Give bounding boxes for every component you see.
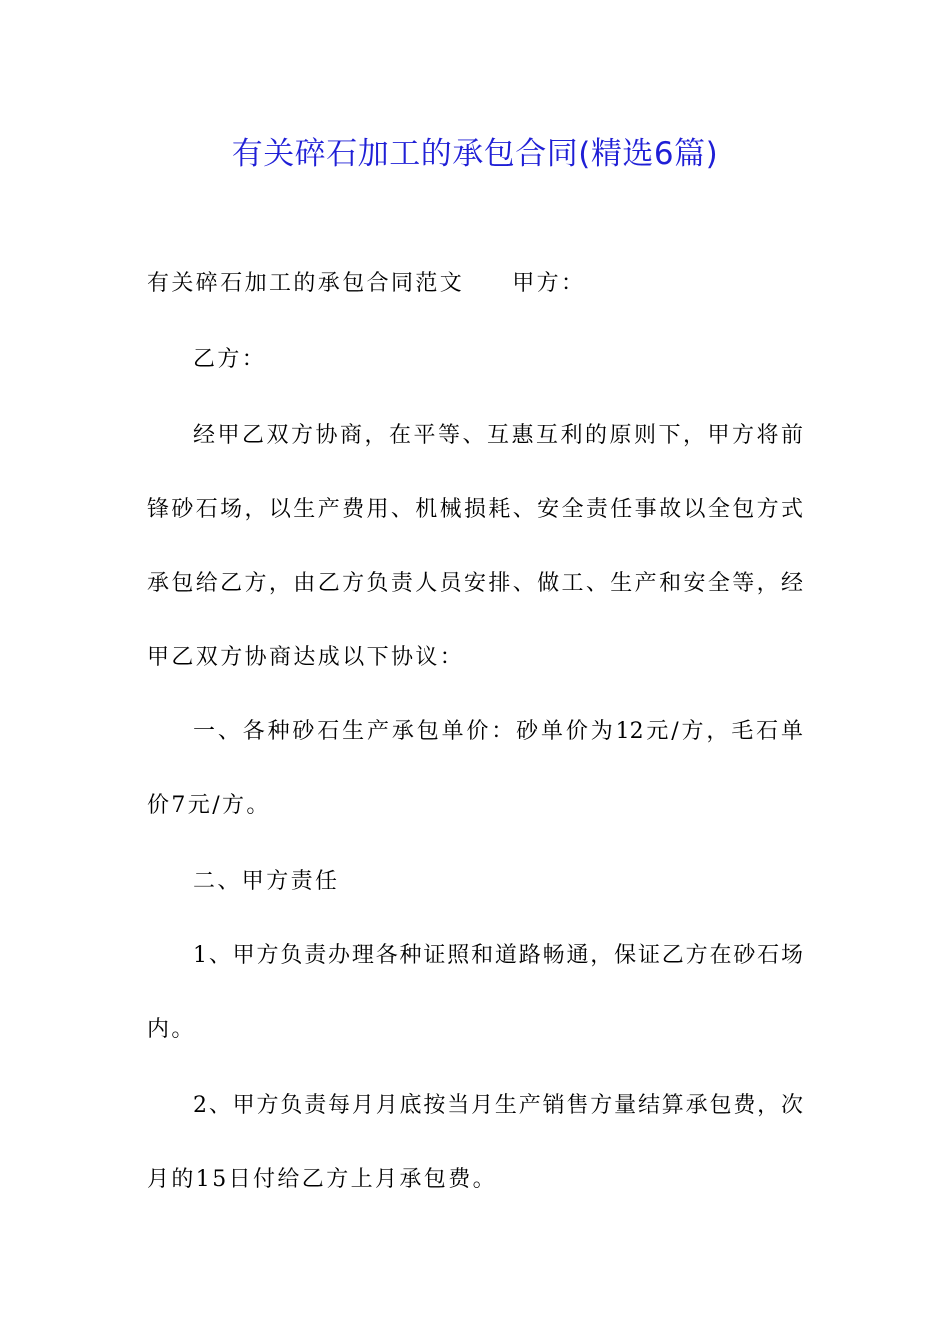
document-title: 有关碎石加工的承包合同(精选6篇)	[231, 136, 719, 172]
paragraph-line: 2、甲方负责每月月底按当月生产销售方量结算承包费，次	[193, 1093, 803, 1118]
paragraph-line: 锋砂石场，以生产费用、机械损耗、安全责任事故以全包方式	[147, 497, 803, 522]
paragraph-line: 经甲乙双方协商，在平等、互惠互利的原则下，甲方将前	[193, 423, 803, 448]
paragraph-line: 月的15日付给乙方上月承包费。	[147, 1167, 497, 1192]
party-a-label: 甲方：	[512, 271, 586, 296]
paragraph-line: 价7元/方。	[147, 793, 271, 818]
paragraph-line: 内。	[147, 1017, 196, 1042]
intro-heading: 有关碎石加工的承包合同范文	[147, 271, 465, 296]
paragraph-line: 甲乙双方协商达成以下协议：	[147, 645, 465, 670]
section-heading: 二、甲方责任	[193, 869, 340, 894]
paragraph-line: 1、甲方负责办理各种证照和道路畅通，保证乙方在砂石场	[193, 943, 803, 968]
paragraph-line: 一、各种砂石生产承包单价：砂单价为12元/方，毛石单	[193, 719, 803, 744]
paragraph-line: 承包给乙方，由乙方负责人员安排、做工、生产和安全等，经	[147, 571, 803, 596]
party-b-label: 乙方：	[193, 347, 267, 372]
intro-line	[147, 264, 807, 304]
